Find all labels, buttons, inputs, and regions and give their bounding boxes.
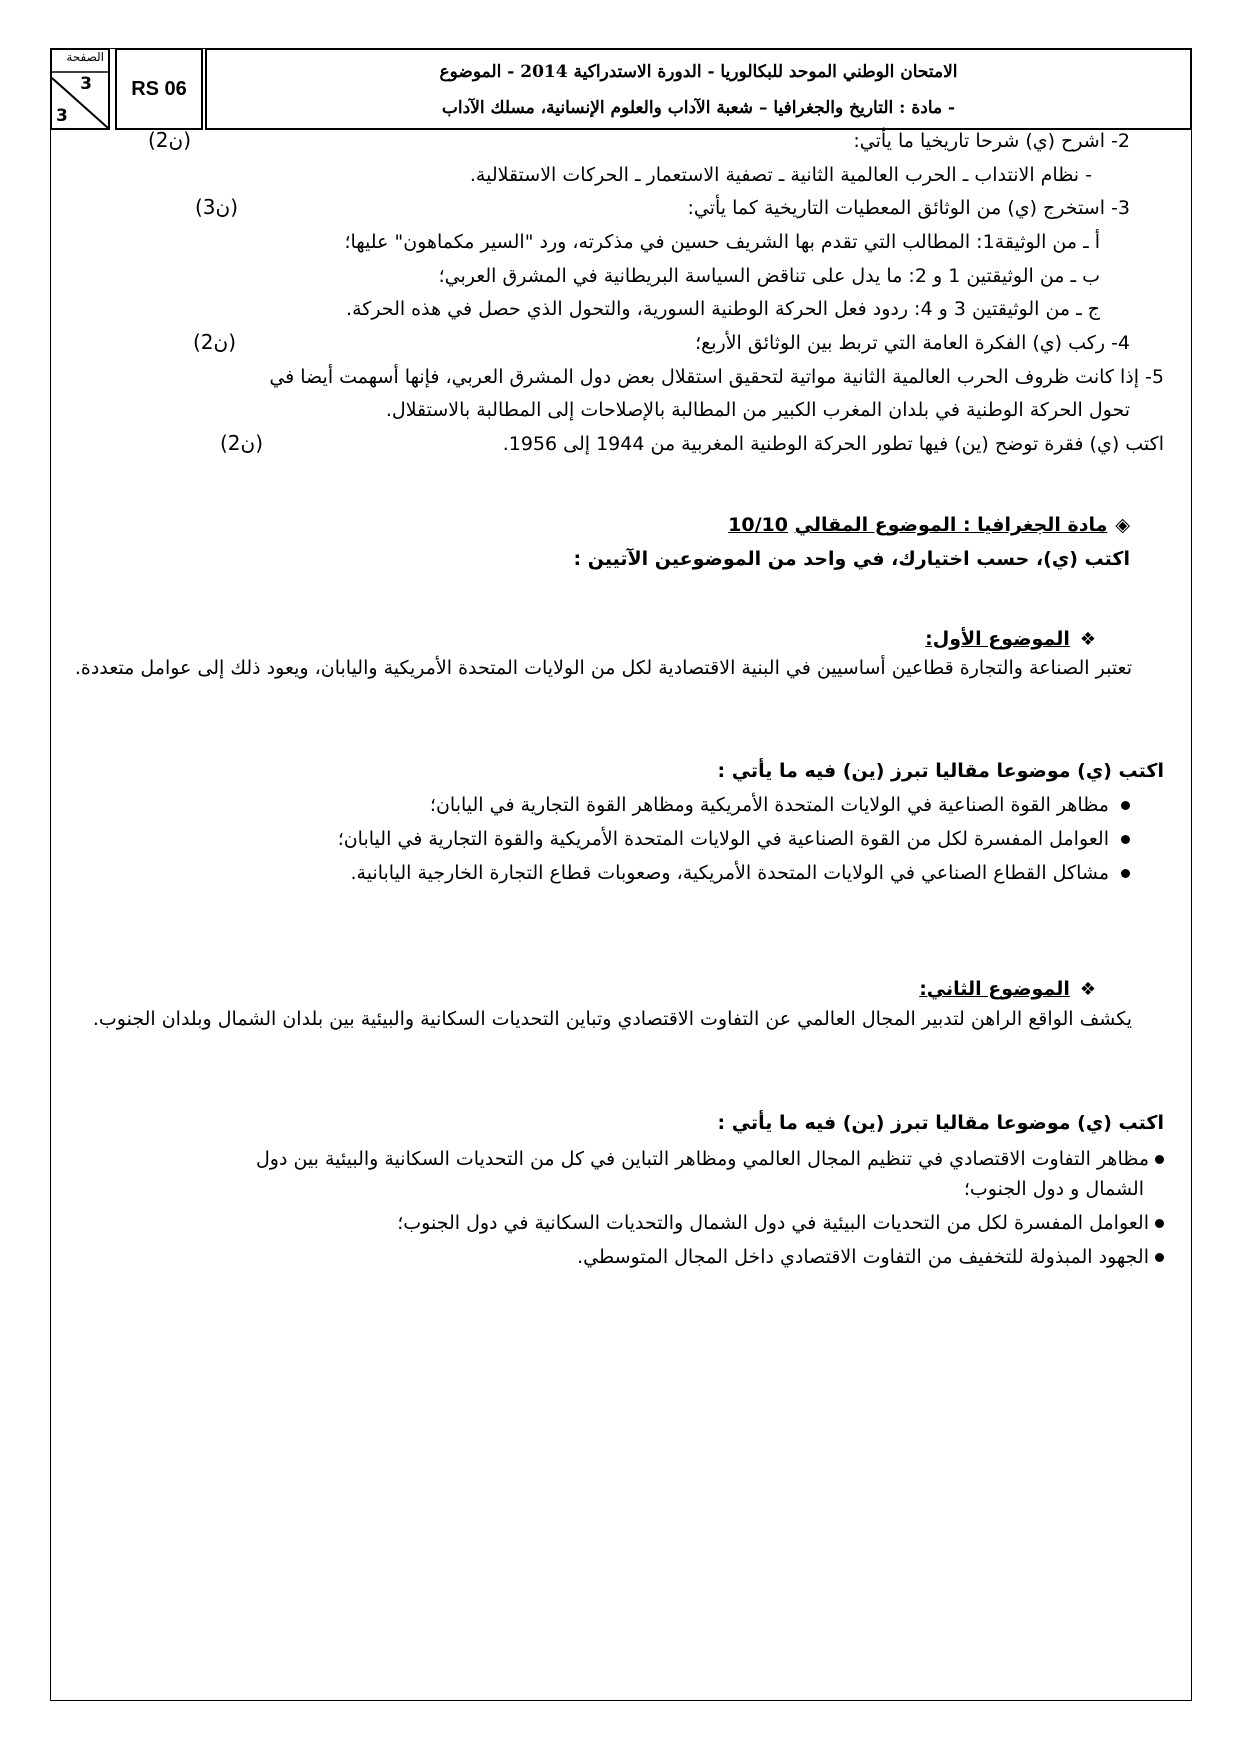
- topic1-title-text: الموضوع الأول:: [925, 628, 1070, 650]
- bullet-icon: [1155, 1253, 1164, 1262]
- question-3-b: ب ـ من الوثيقتين 1 و 2: ما يدل على تناقض السياسة البريطانية في المشرق العربي؛: [438, 265, 1100, 287]
- topic2-item-1: مظاهر التفاوت الاقتصادي في تنظيم المجال العالمي ومظاهر التباين في كل من التحديات السكانية والبيئية بين دول: [256, 1146, 1164, 1173]
- geography-instruction: اكتب (ي)، حسب اختيارك، في واحد من الموضوعين الآتيين :: [573, 548, 1130, 570]
- exam-code: RS 06: [115, 48, 203, 130]
- topic2-item-3: الجهود المبذولة للتخفيف من التفاوت الاقتصادي داخل المجال المتوسطي.: [577, 1244, 1164, 1271]
- question-5-line3: اكتب (ي) فقرة توضح (ين) فيها تطور الحركة الوطنية المغربية من 1944 إلى 1956.: [502, 433, 1164, 455]
- bullet-icon: [1121, 835, 1130, 844]
- page-total: 3: [56, 106, 68, 126]
- question-2-items: - نظام الانتداب ـ الحرب العالمية الثانية ـ تصفية الاستعمار ـ الحركات الاستقلالية.: [469, 164, 1092, 186]
- topic2-intro: يكشف الواقع الراهن لتدبير المجال العالمي عن التفاوت الاقتصادي وتباين التحديات السكانية والبيئية بين بلدان الشمال وبلدان الجنوب.: [92, 1008, 1132, 1030]
- geography-heading-score: 10/10: [728, 514, 788, 536]
- question-5-line1: 5- إذا كانت ظروف الحرب العالمية الثانية مواتية لتحقيق استقلال بعض دول المشرق العربي، فإنها أسهمت أيضا في: [269, 366, 1164, 388]
- topic1-item-1: مظاهر القوة الصناعية في الولايات المتحدة الأمريكية ومظاهر القوة التجارية في اليابان؛: [430, 792, 1130, 819]
- question-3: 3- استخرج (ي) من الوثائق المعطيات التاريخية كما يأتي:: [687, 197, 1130, 219]
- topic1-prompt: اكتب (ي) موضوعا مقاليا تبرز (ين) فيه ما يأتي :: [717, 760, 1164, 782]
- bullet-icon: [1121, 801, 1130, 810]
- topic1-title: [925, 626, 1096, 653]
- exam-title-line2: - مادة : التاريخ والجغرافيا – شعبة الآداب والعلوم الإنسانية، مسلك الآداب: [441, 98, 956, 118]
- topic2-title: [919, 976, 1096, 1003]
- bullet-icon: [1155, 1155, 1164, 1164]
- question-3-a: أ ـ من الوثيقة1: المطالب التي تقدم بها الشريف حسين في مذكرته، ورد "السير مكماهون" عليها؛: [344, 231, 1100, 253]
- topic2-title-text: الموضوع الثاني:: [919, 978, 1070, 1000]
- topic2-item-2: العوامل المفسرة لكل من التحديات البيئية في دول الشمال والتحديات السكانية في دول الجنوب؛: [397, 1210, 1164, 1237]
- topic1-item-2: العوامل المفسرة لكل من القوة الصناعية في الولايات المتحدة الأمريكية والقوة التجارية في اليابان؛: [338, 826, 1130, 853]
- topic1-intro: تعتبر الصناعة والتجارة قطاعين أساسيين في البنية الاقتصادية لكل من الولايات المتحدة الأمريكية واليابان، ويعود ذلك إلى عوامل متعددة.: [74, 657, 1132, 679]
- page-label: الصفحة: [66, 50, 104, 64]
- question-5-line2: تحول الحركة الوطنية في بلدان المغرب الكبير من المطالبة بالإصلاحات إلى المطالبة بالاستقلال.: [385, 399, 1130, 421]
- geography-heading: [728, 512, 1130, 539]
- question-2: 2- اشرح (ي) شرحا تاريخيا ما يأتي:: [853, 130, 1130, 152]
- topic2-prompt: اكتب (ي) موضوعا مقاليا تبرز (ين) فيه ما يأتي :: [717, 1112, 1164, 1134]
- question-3-mark: (3ن): [195, 195, 239, 219]
- question-4: 4- ركب (ي) الفكرة العامة التي تربط بين الوثائق الأربع؛: [695, 332, 1130, 354]
- question-4-mark: (2ن): [193, 330, 237, 354]
- star-bullet-icon: ❖: [1079, 629, 1096, 650]
- topic2-item-1-cont: الشمال و دول الجنوب؛: [963, 1178, 1144, 1200]
- star-bullet-icon: ❖: [1079, 979, 1096, 1000]
- question-2-mark: (2ن): [148, 128, 192, 152]
- bullet-icon: [1155, 1219, 1164, 1228]
- question-3-c: ج ـ من الوثيقتين 3 و 4: ردود فعل الحركة الوطنية السورية، والتحول الذي حصل في هذه الحركة.: [346, 298, 1100, 320]
- page-number: 3: [80, 74, 92, 94]
- question-5-mark: (2ن): [220, 431, 264, 455]
- diamond-icon: ◈: [1115, 514, 1130, 536]
- topic1-item-3: مشاكل القطاع الصناعي في الولايات المتحدة الأمريكية، وصعوبات قطاع التجارة الخارجية اليابانية.: [350, 860, 1130, 887]
- geography-heading-text: مادة الجغرافيا : الموضوع المقالي: [794, 514, 1108, 536]
- exam-title-line1: الامتحان الوطني الموحد للبكالوريا - الدورة الاستدراكية 2014 - الموضوع: [439, 62, 958, 82]
- bullet-icon: [1121, 869, 1130, 878]
